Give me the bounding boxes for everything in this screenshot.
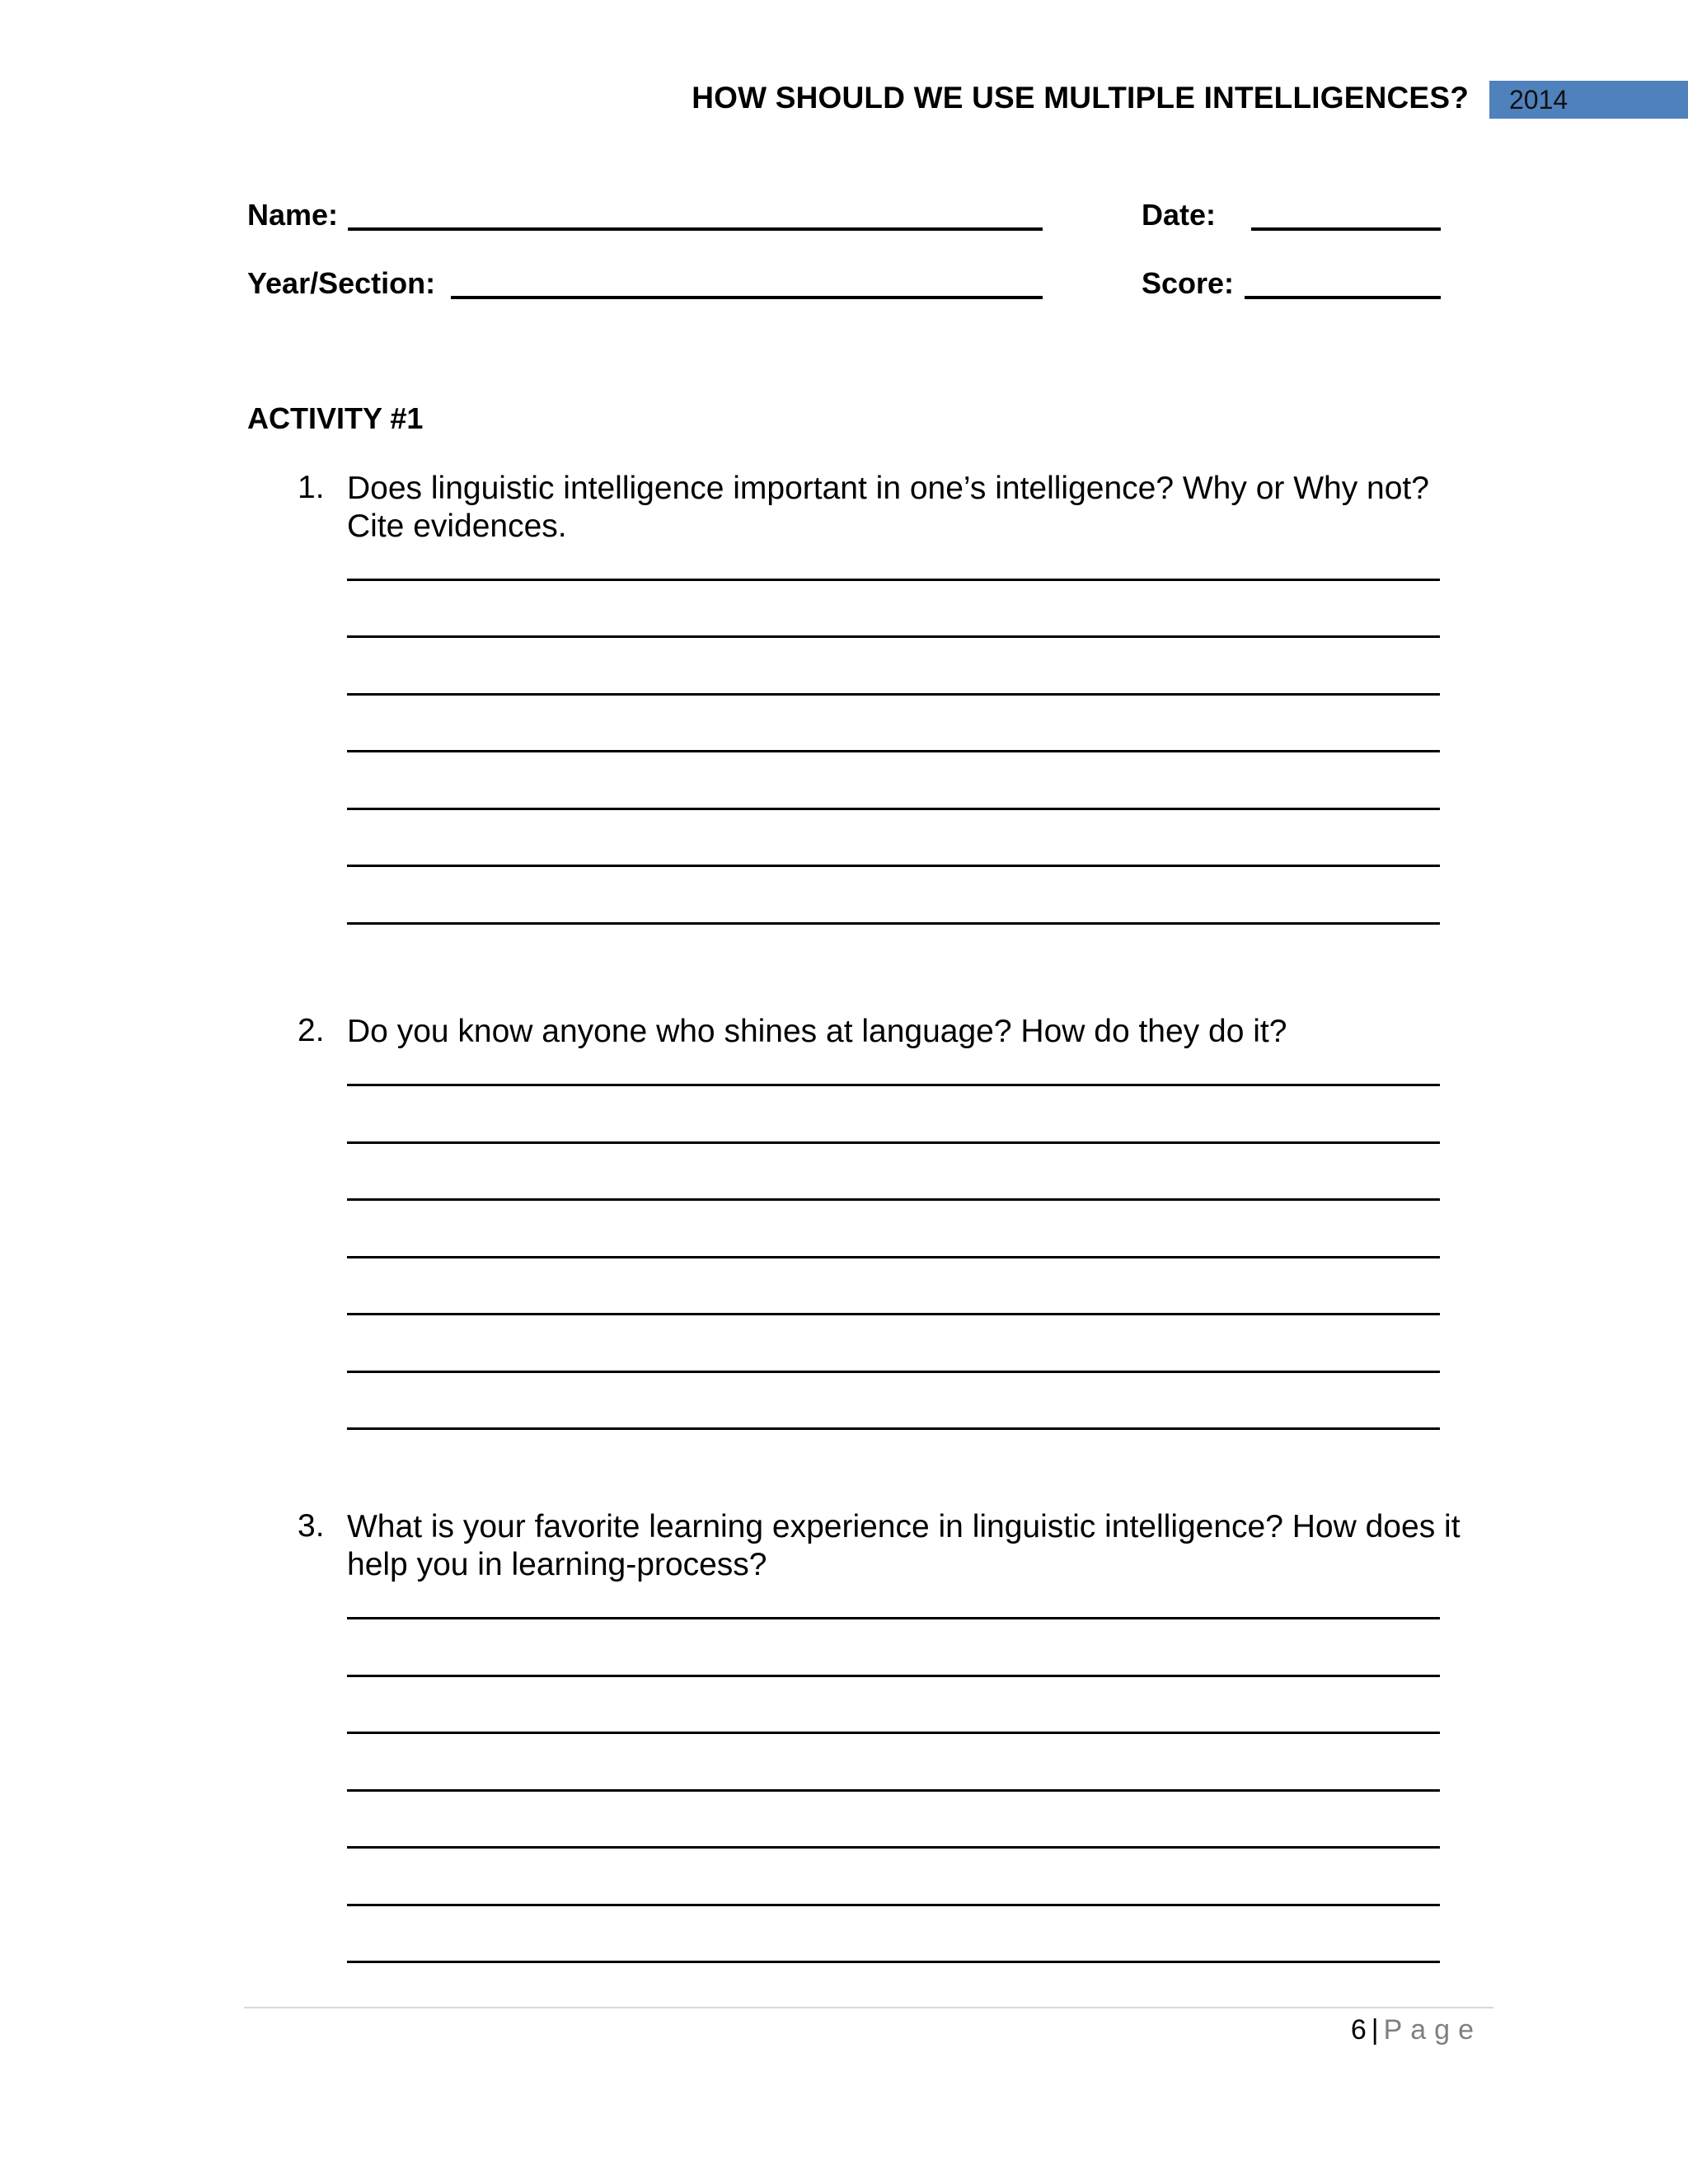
page-word: Page (1383, 2014, 1482, 2046)
answer-line[interactable] (347, 1141, 1440, 1144)
answer-line[interactable] (347, 1371, 1440, 1373)
answer-line[interactable] (347, 922, 1440, 925)
name-field[interactable] (348, 227, 1043, 231)
page-number: 6 (1350, 2014, 1367, 2046)
answer-line[interactable] (347, 579, 1440, 581)
answer-line[interactable] (347, 808, 1440, 810)
year-badge: 2014 (1489, 81, 1688, 119)
page-footer (1351, 2014, 1482, 2046)
answer-line[interactable] (347, 693, 1440, 696)
date-label: Date: (1142, 198, 1217, 232)
question-number: 2. (298, 1013, 325, 1048)
question-text: Do you know anyone who shines at language? How do they do it? (347, 1014, 1287, 1049)
question-number: 1. (298, 470, 325, 505)
question-text: Does linguistic intelligence important in one’s intelligence? Why or Why not? Cite evidences. (347, 471, 1429, 544)
answer-line[interactable] (347, 1904, 1440, 1906)
answer-line[interactable] (347, 1084, 1440, 1086)
page-separator: | (1371, 2014, 1379, 2046)
score-label: Score: (1142, 266, 1235, 300)
year-section-label: Year/Section: (247, 266, 436, 300)
answer-line[interactable] (347, 1961, 1440, 1963)
answer-line[interactable] (347, 750, 1440, 752)
activity-title: ACTIVITY #1 (247, 401, 424, 435)
answer-line[interactable] (347, 1427, 1440, 1430)
answer-line[interactable] (347, 1789, 1440, 1792)
answer-line[interactable] (347, 635, 1440, 638)
answer-line[interactable] (347, 1256, 1440, 1258)
answer-line[interactable] (347, 1198, 1440, 1201)
date-field[interactable] (1251, 227, 1441, 231)
footer-divider (244, 2007, 1493, 2008)
question-text: What is your favorite learning experience in linguistic intelligence? How does it help you in learning-process? (347, 1509, 1461, 1582)
question-number: 3. (298, 1508, 325, 1544)
document-title: HOW SHOULD WE USE MULTIPLE INTELLIGENCES? (692, 81, 1469, 115)
answer-line[interactable] (347, 1617, 1440, 1619)
name-label: Name: (247, 198, 339, 232)
score-field[interactable] (1245, 296, 1441, 299)
answer-line[interactable] (347, 1675, 1440, 1677)
answer-line[interactable] (347, 1846, 1440, 1849)
answer-line[interactable] (347, 1732, 1440, 1734)
answer-line[interactable] (347, 1313, 1440, 1315)
year-section-field[interactable] (451, 296, 1043, 299)
answer-line[interactable] (347, 865, 1440, 867)
